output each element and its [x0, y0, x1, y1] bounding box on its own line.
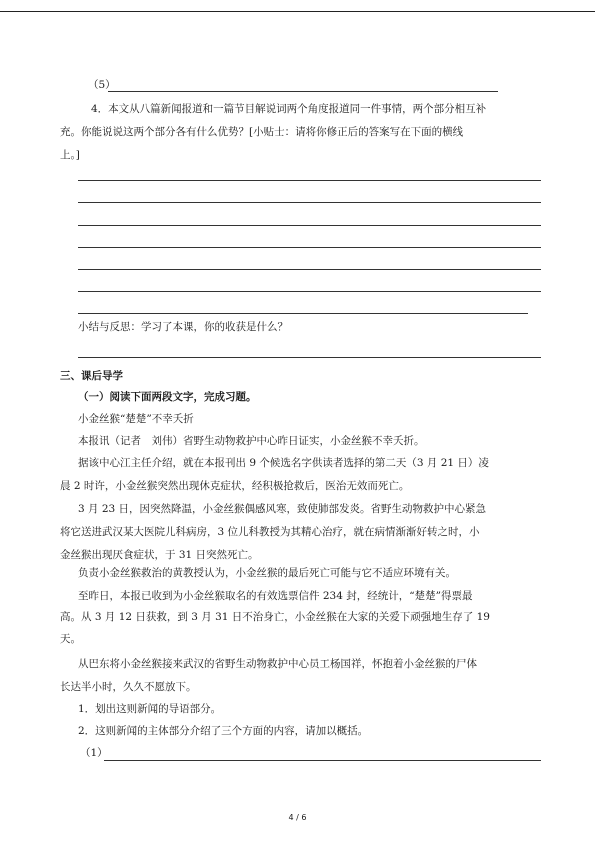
q4-answer-line[interactable]: [78, 180, 541, 181]
exercise-sub-label: （1）: [80, 747, 108, 759]
summary-prompt: 小结与反思：学习了本课，你的收获是什么？: [78, 321, 288, 333]
news-paragraph: 本报讯（记者 刘伟）省野生动物救护中心昨日证实，小金丝猴不幸夭折。: [78, 435, 425, 447]
header-rule: [0, 11, 595, 12]
exercise-answer-line[interactable]: [104, 760, 541, 761]
q4-text-line1: 4．本文从八篇新闻报道和一篇节目解说词两个角度报道同一件事情，两个部分相互补: [91, 103, 487, 115]
news-paragraph: 天。: [60, 633, 81, 645]
q4-answer-line[interactable]: [78, 313, 528, 314]
q4-answer-line[interactable]: [78, 225, 541, 226]
q4-answer-line[interactable]: [78, 291, 541, 292]
news-paragraph: 将它送进武汉某大医院儿科病房，3 位儿科教授为其精心治疗，就在病情渐渐好转之时，小: [60, 526, 480, 538]
q4-answer-line[interactable]: [78, 202, 541, 203]
news-paragraph: 至昨日，本报已收到为小金丝猴取名的有效选票信件 234 封，经统计，“楚楚”得票最: [78, 590, 473, 602]
exercise-item: 2．这则新闻的主体部分介绍了三个方面的内容，请加以概括。: [78, 725, 369, 737]
news-paragraph: 负责小金丝猴救治的黄教授认为，小金丝猴的最后死亡可能与它不适应环境有关。: [78, 567, 456, 579]
news-paragraph: 高。从 3 月 12 日获救，到 3 月 31 日不治身亡，小金丝猴在大家的关爱下顽强地生存了 19: [60, 611, 490, 623]
news-headline: 小金丝猴“楚楚”不幸夭折: [78, 413, 194, 425]
page-number: 4 / 6: [288, 813, 307, 822]
news-paragraph: 长达半小时，久久不愿放下。: [60, 681, 197, 693]
news-paragraph: 据该中心江主任介绍，就在本报刊出 9 个候选名字供读者选择的第二天（3 月 21 日）凌: [78, 457, 489, 469]
summary-answer-line[interactable]: [78, 357, 541, 358]
exercise-item: 1．划出这则新闻的导语部分。: [78, 703, 222, 715]
q4-answer-line[interactable]: [78, 269, 541, 270]
q4-text-line3: 上。]: [60, 149, 80, 161]
q4-text-line2: 充。你能说说这两个部分各有什么优势？[小贴士：请将你修正后的答案写在下面的横线: [60, 126, 464, 138]
q5-answer-line[interactable]: [108, 91, 498, 92]
q5-label: （5）: [88, 79, 116, 91]
news-paragraph: 晨 2 时许，小金丝猴突然出现休克症状，经积极抢救后，医治无效而死亡。: [60, 480, 410, 492]
news-paragraph: 3 月 23 日，因突然降温，小金丝猴偶感风寒，致使肺部发炎。省野生动物救护中心紧急: [78, 503, 487, 515]
part-title: （一）阅读下面两段文字，完成习题。: [78, 391, 257, 403]
news-paragraph: 从巴东将小金丝猴接来武汉的省野生动物救护中心员工杨国祥，怀抱着小金丝猴的尸体: [78, 658, 477, 670]
q4-answer-line[interactable]: [78, 247, 541, 248]
news-paragraph: 金丝猴出现厌食症状，于 31 日突然死亡。: [60, 549, 259, 561]
section-title: 三、课后导学: [60, 370, 123, 382]
